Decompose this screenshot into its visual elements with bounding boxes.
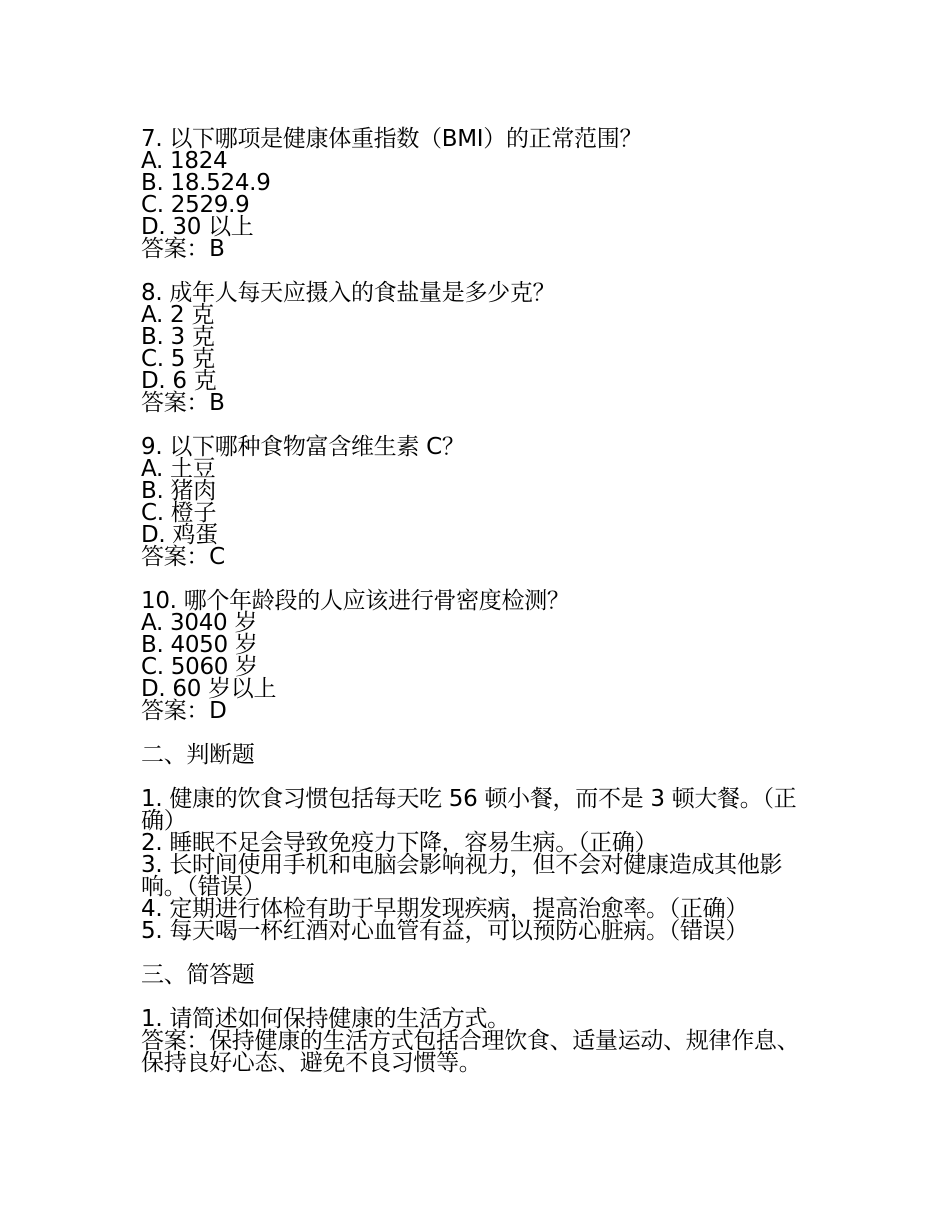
judgment-item: 5. 每天喝一杯红酒对心血管有益，可以预防心脏病。（错误） [141,918,749,944]
question-text: 9. 以下哪种食物富含维生素 C？ [141,434,465,460]
option-b: B. 18.524.9 [141,170,271,196]
question-block-9 [141,436,821,568]
document-page [141,128,821,1074]
question-block-8 [141,282,821,414]
option-a: A. 3040 岁 [141,610,258,636]
option-a: A. 土豆 [141,456,216,482]
answer-text: 答案：B [141,236,225,262]
judgment-item: 2. 睡眠不足会导致免疫力下降，容易生病。（正确） [141,830,658,856]
judgment-item: 4. 定期进行体检有助于早期发现疾病，提高治愈率。（正确） [141,896,749,922]
question-text: 10. 哪个年龄段的人应该进行骨密度检测？ [141,588,570,614]
option-b: B. 4050 岁 [141,632,258,658]
option-b: B. 3 克 [141,324,215,350]
option-c: C. 2529.9 [141,192,250,218]
question-text: 8. 成年人每天应摄入的食盐量是多少克？ [141,280,556,306]
option-d: D. 6 克 [141,368,217,394]
option-d: D. 鸡蛋 [141,522,218,548]
judgment-item: 3. 长时间使用手机和电脑会影响视力，但不会对健康造成其他影响。（错误） [141,852,783,900]
option-d: D. 30 以上 [141,214,254,240]
option-c: C. 橙子 [141,500,217,526]
answer-text: 答案：D [141,698,227,724]
question-block-10 [141,590,821,722]
option-c: C. 5060 岁 [141,654,258,680]
option-a: A. 1824 [141,148,228,174]
answer-text: 答案：C [141,544,225,570]
short-answer-question: 1. 请简述如何保持健康的生活方式。 [141,1006,510,1032]
judgment-item: 1. 健康的饮食习惯包括每天吃 56 顿小餐，而不是 3 顿大餐。（正确） [141,786,797,834]
question-block-7 [141,128,821,260]
option-a: A. 2 克 [141,302,215,328]
option-d: D. 60 岁以上 [141,676,277,702]
question-text: 7. 以下哪项是健康体重指数（BMI）的正常范围？ [141,126,643,152]
option-b: B. 猪肉 [141,478,216,504]
answer-text: 答案：B [141,390,225,416]
short-answer-text: 答案：保持健康的生活方式包括合理饮食、适量运动、规律作息、保持良好心态、避免不良习惯等。 [141,1028,800,1076]
section-heading: 三、简答题 [141,962,255,988]
section-true-false [141,744,821,942]
option-c: C. 5 克 [141,346,215,372]
section-heading: 二、判断题 [141,742,255,768]
section-short-answer [141,964,821,1074]
